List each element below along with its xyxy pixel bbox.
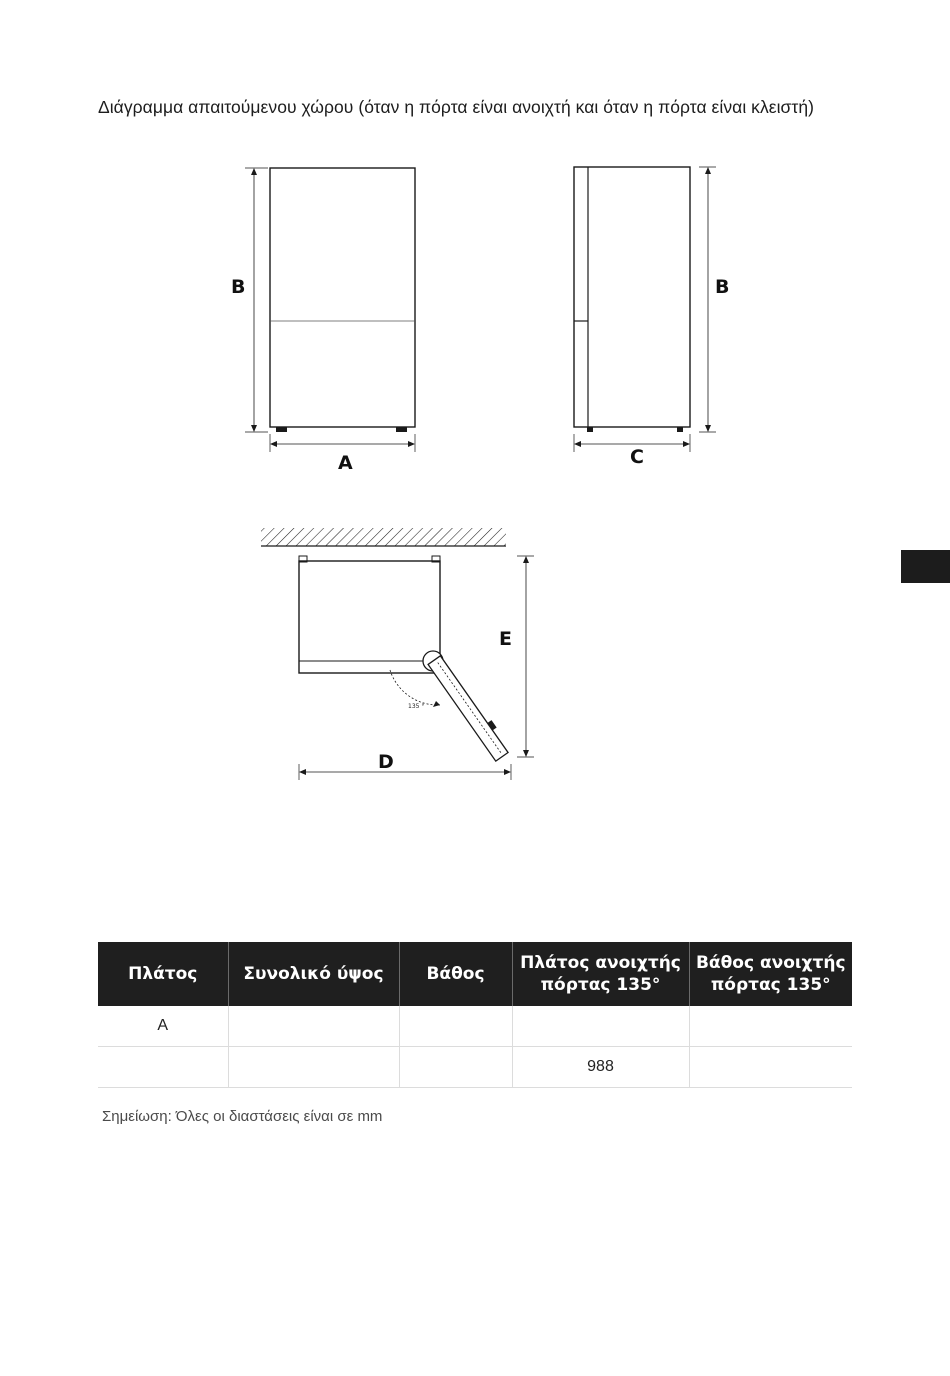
table-row xyxy=(98,1006,852,1047)
front-height-label: B xyxy=(231,276,246,298)
door-angle-label: 135 ° xyxy=(408,703,425,710)
table-cell xyxy=(228,1047,399,1088)
dimensions-table xyxy=(98,942,852,1088)
top-width-label: D xyxy=(378,751,394,773)
table-cell xyxy=(228,1006,399,1047)
page-title: Διάγραμμα απαιτούμενου χώρου (όταν η πόρτα είναι ανοιχτή και όταν η πόρτα είναι κλειστή) xyxy=(98,97,815,117)
side-view xyxy=(574,167,716,452)
table-cell xyxy=(399,1006,512,1047)
table-cell xyxy=(399,1047,512,1088)
table-cell xyxy=(689,1047,852,1088)
front-width-label: A xyxy=(338,452,353,474)
front-view xyxy=(245,168,415,452)
table-cell xyxy=(98,1047,228,1088)
header-width: Πλάτος xyxy=(98,942,228,1006)
table-row xyxy=(98,1047,852,1088)
side-height-label: B xyxy=(715,276,730,298)
units-note: Σημείωση: Όλες οι διαστάσεις είναι σε mm xyxy=(102,1108,383,1125)
table-cell xyxy=(689,1006,852,1047)
top-depth-label: E xyxy=(499,628,512,650)
header-open-door-width: Πλάτος ανοιχτής πόρτας 135° xyxy=(512,942,689,1006)
header-depth: Βάθος xyxy=(399,942,512,1006)
table-header-row xyxy=(98,942,852,1006)
table-cell xyxy=(512,1006,689,1047)
header-open-door-depth: Βάθος ανοιχτής πόρτας 135° xyxy=(689,942,852,1006)
top-view xyxy=(261,528,534,780)
table-cell: A xyxy=(98,1006,228,1047)
side-depth-label: C xyxy=(630,446,644,468)
table-cell: 988 xyxy=(512,1047,689,1088)
header-total-height: Συνολικό ύψος xyxy=(228,942,399,1006)
